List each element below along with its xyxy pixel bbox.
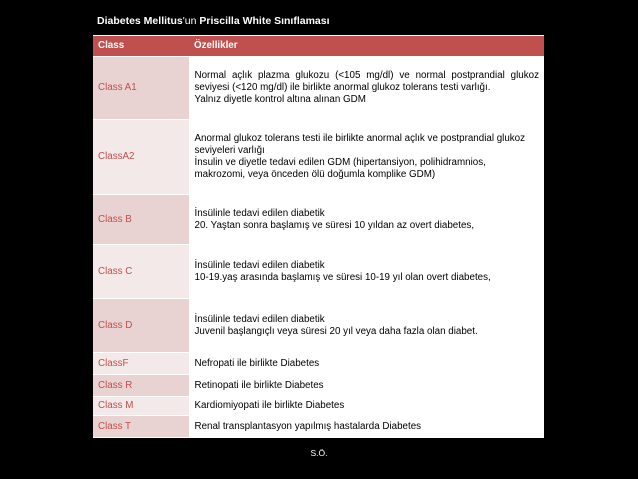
feature-line: Nefropati ile birlikte Diabetes [194,357,320,369]
class-cell: Class T [93,416,189,438]
feature-line: Yalnız diyetle kontrol altına alınan GDM [194,94,366,105]
features-cell [189,57,544,120]
table-row [93,375,544,397]
feature-line: İnsülinle tedavi edilen diabetik [194,207,325,219]
features-cell [189,195,544,245]
feature-line: Normal açlık plazma glukozu (<105 mg/dl) ve normal postprandial glukoz seviyesi (<120 mg/dl) ile birlikte anormal glukoz tolerans testi varlığı. [194,70,539,93]
table-row [93,245,544,299]
table-row [93,299,544,353]
header-class: Class [93,36,189,57]
table-row [93,397,544,416]
features-cell [189,375,544,397]
feature-line: Renal transplantasyon yapılmış hastalarda Diabetes [194,420,422,432]
features-cell [189,245,544,299]
header-features: Özellikler [189,36,544,57]
feature-line: 10-19.yaş arasında başlamış ve süresi 10-19 yıl olan overt diabetes, [194,271,491,283]
class-cell: ClassF [93,353,189,375]
table-row [93,416,544,438]
title-part-1: Diabetes Mellitus [97,15,183,27]
feature-line: İnsulin ve diyetle tedavi edilen GDM (hipertansiyon, polihidramnios, makrozomi, veya önceden ölü doğumla komplike GDM) [194,157,486,180]
class-cell: Class C [93,245,189,299]
features-cell [189,397,544,416]
class-cell: Class D [93,299,189,353]
class-cell: ClassA2 [93,120,189,195]
feature-line: Kardiomiyopati ile birlikte Diabetes [194,400,345,411]
features-cell [189,120,544,195]
table-header-row [93,36,544,57]
table-row [93,195,544,245]
feature-line: İnsülinle tedavi edilen diabetik [194,259,325,271]
features-cell [189,353,544,375]
feature-line: Retinopati ile birlikte Diabetes [194,379,324,391]
title-part-2: 'un [182,15,200,27]
slide-title [97,15,330,27]
feature-line: Juvenil başlangıçlı veya süresi 20 yıl veya daha fazla olan diabet. [194,325,478,337]
feature-line: 20. Yaştan sonra başlamış ve süresi 10 yıldan az overt diabetes, [194,219,475,231]
table-row [93,120,544,195]
features-cell [189,299,544,353]
class-cell: Class R [93,375,189,397]
feature-line: Anormal glukoz tolerans testi ile birlikte anormal açlık ve postprandial glukoz seviyeleri varlığı [194,133,526,156]
class-cell: Class A1 [93,57,189,120]
slide-footer: S.Ö. [310,448,328,458]
features-cell [189,416,544,438]
class-cell: Class M [93,397,189,416]
table-row [93,57,544,120]
white-classification-table [93,35,544,438]
table-row [93,353,544,375]
class-cell: Class B [93,195,189,245]
feature-line: İnsülinle tedavi edilen diabetik [194,313,325,325]
title-part-3: Priscilla White Sınıflaması [199,15,330,27]
